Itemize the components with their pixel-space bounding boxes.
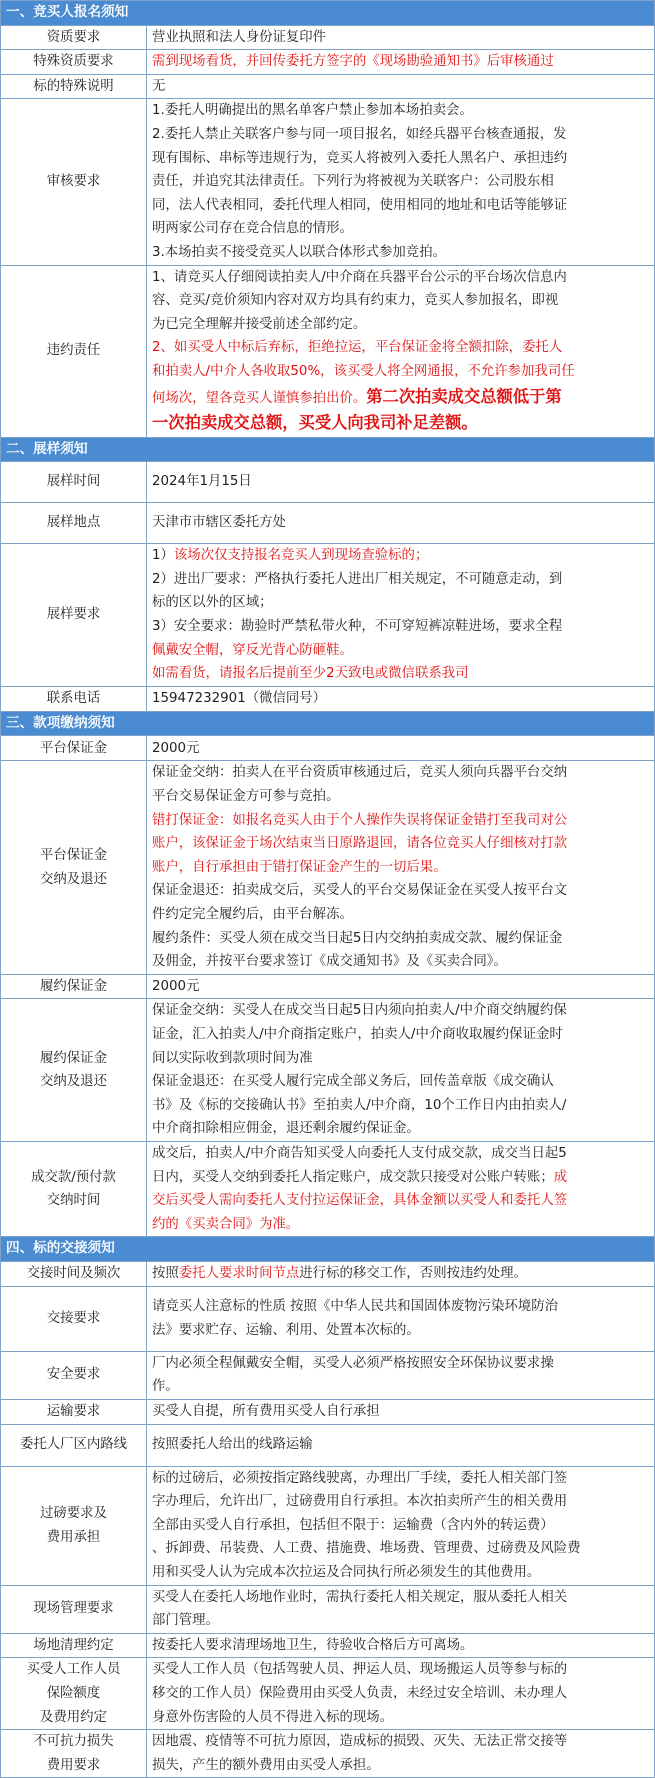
row-label-line: 费用承担	[46, 1529, 101, 1545]
content-line	[152, 1262, 649, 1286]
content-line	[152, 903, 649, 927]
row-label	[1, 74, 147, 99]
content-line	[152, 856, 649, 880]
content-line	[152, 266, 649, 290]
content-line	[152, 1586, 649, 1610]
text-segment: 保证金交纳：买受人在成交当日起5日内须向拍卖人/中介商交纳履约保	[152, 1003, 567, 1019]
content-line	[152, 123, 649, 147]
content-line	[152, 410, 649, 437]
content-line	[152, 170, 649, 194]
content-line	[152, 785, 649, 809]
row-label	[1, 1658, 147, 1730]
text-segment: 证金，汇入拍卖人/中介商指定账户，拍卖人/中介商收取履约保证金时	[152, 1026, 563, 1042]
row-label-line: 交接时间及频次	[26, 1265, 121, 1281]
text-segment: 同，法人代表相同，委托代理人相同，使用相同的地址和电话等能够证	[152, 197, 568, 213]
row-label	[1, 544, 147, 687]
text-segment: 身意外伤害险的人员不得进入标的现场。	[152, 1709, 394, 1725]
content-line	[152, 1433, 649, 1457]
row-label	[1, 265, 147, 437]
row-label-line: 不可抗力损失	[33, 1734, 114, 1750]
row-content	[147, 686, 655, 711]
text-segment: 2000元	[152, 740, 200, 756]
text-segment: 标的区以外的区域；	[152, 595, 273, 611]
content-line	[152, 1070, 649, 1094]
row-label	[1, 1466, 147, 1585]
row-content	[147, 1351, 655, 1399]
highlighted-text: 2、如买受人中标后弃标，拒绝拉运，平台保证金将全额扣除，委托人	[152, 340, 563, 356]
row-label-line: 委托人厂区内路线	[19, 1437, 128, 1453]
section-title: 一、竞买人报名须知	[1, 1, 655, 26]
text-segment: 按照委托人给出的线路运输	[152, 1437, 313, 1453]
content-line	[152, 1117, 649, 1141]
highlighted-text: 何场次，望各竞买人谨慎参拍出价。	[152, 390, 367, 406]
row-label	[1, 50, 147, 75]
content-line	[152, 1634, 649, 1658]
content-line	[152, 1561, 649, 1585]
text-segment: 为已完全理解并接受前述全部约定。	[152, 316, 367, 332]
content-line	[152, 217, 649, 241]
row-label	[1, 1730, 147, 1778]
text-segment: 移交的工作人员）保险费用由买受人负责，未经过安全培训、未办理人	[152, 1686, 568, 1702]
text-segment: 买受人在委托人场地作业时，需执行委托人相关规定，服从委托人相关	[152, 1589, 568, 1605]
row-label-line: 履约保证金	[40, 1050, 107, 1066]
row-label-line: 展样时间	[46, 474, 101, 490]
row-label	[1, 736, 147, 761]
text-segment: 营业执照和法人身份证复印件	[152, 29, 327, 45]
text-segment: 买受人工作人员（包括驾驶人员、押运人员、现场搬运人员等参与标的	[152, 1662, 568, 1678]
content-line	[152, 568, 649, 592]
table-row	[1, 1261, 655, 1286]
text-segment: 2.委托人禁止关联客户参与同一项目报名，如经兵器平台核查通报，发	[152, 126, 567, 142]
text-segment: 保证金交纳：拍卖人在平台资质审核通过后，竞买人须向兵器平台交纳	[152, 765, 568, 781]
row-label-line: 运输要求	[46, 1403, 101, 1419]
table-row	[1, 503, 655, 544]
text-segment: 按照	[152, 1265, 179, 1281]
row-label-line: 及费用约定	[40, 1709, 107, 1725]
content-line	[152, 470, 649, 494]
table-row	[1, 761, 655, 974]
highlighted-text: 第二次拍卖成交总额低于第	[366, 386, 562, 406]
table-row	[1, 1658, 655, 1730]
table-row	[1, 999, 655, 1142]
row-content	[147, 761, 655, 974]
row-label-line: 交纳时间	[46, 1193, 101, 1209]
text-segment: 天津市市辖区委托方处	[152, 515, 286, 531]
content-line	[152, 26, 649, 50]
content-line	[152, 1319, 649, 1343]
content-line	[152, 639, 649, 663]
text-segment: 无	[152, 78, 166, 94]
row-content	[147, 1633, 655, 1658]
text-segment: 2）进出厂要求：严格执行委托人进出厂相关规定，不可随意走动，到	[152, 571, 563, 587]
content-line	[152, 1047, 649, 1071]
row-content	[147, 1261, 655, 1286]
table-row	[1, 1399, 655, 1424]
text-segment: 字办理后，允许出厂，过磅费用自行承担。本次拍卖所产生的相关费用	[152, 1494, 568, 1510]
table-row	[1, 1466, 655, 1585]
table-row	[1, 686, 655, 711]
content-line	[152, 1514, 649, 1538]
content-line	[152, 832, 649, 856]
content-line	[152, 1400, 649, 1424]
content-line	[152, 1094, 649, 1118]
row-label	[1, 99, 147, 265]
row-label	[1, 1633, 147, 1658]
content-line	[152, 1213, 649, 1237]
row-content	[147, 1466, 655, 1585]
highlighted-text: 佩戴安全帽，穿反光背心防砸鞋。	[152, 642, 353, 658]
table-row	[1, 25, 655, 50]
content-line	[152, 615, 649, 639]
highlighted-text: 账户，该保证金于场次结束当日原路退回，请各位竞买人仔细核对打款	[152, 836, 568, 852]
table-row	[1, 1141, 655, 1236]
table-row	[1, 265, 655, 437]
text-segment: 1.委托人明确提出的黑名单客户禁止参加本场拍卖会。	[152, 103, 473, 119]
section-title: 三、款项缴纳须知	[1, 711, 655, 736]
text-segment: 及佣金，并按平台要求签订《成交通知书》及《买卖合同》。	[152, 954, 507, 970]
row-label	[1, 1399, 147, 1424]
highlighted-text: 如需看货，请报名后提前至少2天致电或微信联系我司	[152, 666, 469, 682]
row-label-line: 标的特殊说明	[33, 78, 114, 94]
row-content	[147, 1286, 655, 1351]
highlighted-text: 一次拍卖成交总额，买受人向我司补足差额。	[152, 413, 478, 433]
content-line	[152, 1142, 649, 1166]
text-segment: 现有围标、串标等违规行为，竞买人将被列入委托人黑名户、承担违约	[152, 150, 568, 166]
highlighted-text: 该场次仅支持报名竞买人到现场查验标的；	[173, 548, 429, 564]
text-segment: 3.本场拍卖不接受竞买人以联合体形式参加竞拍。	[152, 244, 446, 260]
table-row	[1, 1633, 655, 1658]
content-line	[152, 999, 649, 1023]
row-content	[147, 999, 655, 1142]
content-line	[152, 336, 649, 360]
row-label	[1, 1141, 147, 1236]
table-row	[1, 50, 655, 75]
content-line	[152, 879, 649, 903]
content-line	[152, 75, 649, 99]
text-segment: 按委托人要求清理场地卫生，待验收合格后方可离场。	[152, 1637, 474, 1653]
content-line	[152, 687, 649, 711]
row-label-line: 成交款/预付款	[31, 1169, 116, 1185]
text-segment: 1）	[152, 548, 174, 564]
content-line	[152, 1682, 649, 1706]
row-label	[1, 25, 147, 50]
text-segment: 买受人自提，所有费用买受人自行承担	[152, 1403, 380, 1419]
row-label	[1, 1585, 147, 1633]
section-header-row	[1, 1, 655, 26]
table-row	[1, 974, 655, 999]
highlighted-text: 账户，自行承担由于错打保证金产生的一切后果。	[152, 859, 447, 875]
row-content	[147, 462, 655, 503]
content-line	[152, 1189, 649, 1213]
section-title: 四、标的交接须知	[1, 1237, 655, 1262]
table-row	[1, 736, 655, 761]
content-line	[152, 975, 649, 999]
row-label-line: 买受人工作人员	[26, 1662, 121, 1678]
text-segment: 、拆卸费、吊装费、人工费、措施费、堆场费、管理费、过磅费及风险费	[152, 1541, 581, 1557]
row-label	[1, 686, 147, 711]
content-line	[152, 50, 649, 74]
content-line	[152, 1706, 649, 1730]
text-segment: 保证金退还：在买受人履行完成全部义务后，回传盖章版《成交确认	[152, 1074, 554, 1090]
content-line	[152, 1295, 649, 1319]
content-line	[152, 1023, 649, 1047]
row-label	[1, 1286, 147, 1351]
row-label	[1, 974, 147, 999]
row-label-line: 违约责任	[46, 343, 101, 359]
content-line	[152, 241, 649, 265]
text-segment: 容、竞买/竞价须知内容对双方均具有约束力，竞买人参加报名，即视	[152, 293, 559, 309]
row-label-line: 保险额度	[46, 1686, 101, 1702]
content-line	[152, 194, 649, 218]
text-segment: 标的过磅后，必须按指定路线驶离，办理出厂手续，委托人相关部门签	[152, 1470, 568, 1486]
content-line	[152, 1490, 649, 1514]
table-row	[1, 1286, 655, 1351]
row-label-line: 审核要求	[46, 174, 101, 190]
text-segment: 责任，并追究其法律责任。下列行为将被视为关联客户：公司股东相	[152, 174, 554, 190]
text-segment: 1、请竞买人仔细阅读拍卖人/中介商在兵器平台公示的平台场次信息内	[152, 269, 567, 285]
row-label-line: 场地清理约定	[33, 1637, 114, 1653]
row-content	[147, 1730, 655, 1778]
content-line	[152, 591, 649, 615]
row-content	[147, 1658, 655, 1730]
content-line	[152, 737, 649, 761]
row-content	[147, 544, 655, 687]
content-line	[152, 809, 649, 833]
text-segment: 平台交易保证金方可参与竞拍。	[152, 789, 340, 805]
text-segment: 书》及《标的交接确认书》至拍卖人/中介商，10个工作日内由拍卖人/	[152, 1097, 567, 1113]
content-line	[152, 761, 649, 785]
row-content	[147, 1141, 655, 1236]
section-header-row	[1, 437, 655, 462]
row-label	[1, 999, 147, 1142]
content-line	[152, 1754, 649, 1778]
highlighted-text: 成	[553, 1169, 568, 1185]
row-label-line: 展样要求	[46, 607, 101, 623]
text-segment: 进行标的移交工作，否则按违约处理。	[299, 1265, 527, 1281]
table-row	[1, 1424, 655, 1466]
row-label	[1, 1261, 147, 1286]
table-row	[1, 1351, 655, 1399]
content-line	[152, 1166, 649, 1190]
row-content	[147, 736, 655, 761]
content-line	[152, 360, 649, 384]
content-line	[152, 927, 649, 951]
content-line	[152, 1352, 649, 1376]
content-line	[152, 313, 649, 337]
table-row	[1, 1585, 655, 1633]
content-line	[152, 950, 649, 974]
row-content	[147, 1585, 655, 1633]
content-line	[152, 1730, 649, 1754]
row-label-line: 特殊资质要求	[33, 54, 114, 70]
content-line	[152, 544, 649, 568]
table-row	[1, 1730, 655, 1778]
row-content	[147, 99, 655, 265]
text-segment: 作。	[152, 1379, 179, 1395]
text-segment: 请竞买人注意标的性质 按照《中华人民共和国固体废物污染环境防治	[152, 1298, 558, 1314]
content-line	[152, 99, 649, 123]
text-segment: 因地震、疫情等不可抗力原因，造成标的损毁、灭失、无法正常交接等	[152, 1734, 568, 1750]
row-label-line: 交纳及退还	[40, 1074, 107, 1090]
table-row	[1, 462, 655, 503]
content-line	[152, 1537, 649, 1561]
content-line	[152, 1467, 649, 1491]
text-segment: 15947232901（微信同号）	[152, 691, 327, 707]
content-line	[152, 147, 649, 171]
text-segment: 法》要求贮存、运输、利用、处置本次标的。	[152, 1322, 420, 1338]
section-header-row	[1, 1237, 655, 1262]
row-label	[1, 1351, 147, 1399]
content-line	[152, 1375, 649, 1399]
row-label-line: 展样地点	[46, 515, 101, 531]
row-label	[1, 1424, 147, 1466]
highlighted-text: 和拍卖人/中介人各收取50%，该买受人将全网通报，不允许参加我司任	[152, 363, 575, 379]
row-label	[1, 761, 147, 974]
row-content	[147, 50, 655, 75]
content-line	[152, 1658, 649, 1682]
table-row	[1, 74, 655, 99]
row-label-line: 交接要求	[46, 1310, 101, 1326]
text-segment: 保证金退还：拍卖成交后，买受人的平台交易保证金在买受人按平台文	[152, 883, 568, 899]
row-label-line: 联系电话	[46, 691, 101, 707]
row-content	[147, 74, 655, 99]
content-line	[152, 662, 649, 686]
text-segment: 日内，买受人交纳到委托人指定账户，成交款只接受对公账户转账；	[152, 1169, 554, 1185]
row-label-line: 费用要求	[46, 1757, 101, 1773]
text-segment: 部门管理。	[152, 1613, 219, 1629]
text-segment: 间以实际收到款项时间为准	[152, 1050, 313, 1066]
text-segment: 明两家公司存在竞合信息的情形。	[152, 221, 353, 237]
row-label-line: 资质要求	[46, 29, 101, 45]
row-label-line: 履约保证金	[40, 978, 107, 994]
text-segment: 全部由买受人自行承担，包括但不限于：运输费（含内外的转运费）	[152, 1517, 554, 1533]
row-content	[147, 265, 655, 437]
highlighted-text: 需到现场看货，并回传委托方签字的《现场勘验通知书》后审核通过	[152, 54, 554, 70]
text-segment: 件约定完全履约后，由平台解冻。	[152, 907, 353, 922]
row-label	[1, 462, 147, 503]
row-label-line: 安全要求	[46, 1367, 101, 1383]
text-segment: 2000元	[152, 978, 200, 994]
text-segment: 厂内必须全程佩戴安全帽，买受人必须严格按照安全环保协议要求操	[152, 1355, 554, 1371]
row-content	[147, 25, 655, 50]
table-row	[1, 544, 655, 687]
text-segment: 用和买受人认为完成本次拉运及合同执行所必须发生的其他费用。	[152, 1565, 541, 1581]
highlighted-text: 错打保证金：如报名竞买人由于个人操作失误将保证金错打至我司对公	[152, 812, 568, 828]
highlighted-text: 约的《买卖合同》为准。	[152, 1216, 300, 1232]
row-content	[147, 503, 655, 544]
text-segment: 成交后，拍卖人/中介商告知买受人向委托人支付成交款，成交当日起5	[152, 1145, 567, 1161]
row-content	[147, 1399, 655, 1424]
highlighted-text: 委托人要求时间节点	[178, 1265, 300, 1281]
text-segment: 中介商扣除相应佣金，退还剩余履约保证金。	[152, 1121, 420, 1137]
row-content	[147, 974, 655, 999]
row-label-line: 现场管理要求	[33, 1601, 114, 1617]
row-label-line: 过磅要求及	[40, 1506, 107, 1522]
section-title: 二、展样须知	[1, 437, 655, 462]
content-line	[152, 384, 649, 411]
text-segment: 履约条件：买受人须在成交当日起5日内交纳拍卖成交款、履约保证金	[152, 930, 563, 946]
table-row	[1, 99, 655, 265]
content-line	[152, 511, 649, 535]
text-segment: 2024年1月15日	[152, 474, 252, 490]
text-segment: 损失，产生的额外费用由买受人承担。	[152, 1757, 380, 1773]
row-label-line: 平台保证金	[40, 740, 107, 756]
row-label	[1, 503, 147, 544]
content-line	[152, 289, 649, 313]
row-content	[147, 1424, 655, 1466]
section-header-row	[1, 711, 655, 736]
notice-table-body	[1, 1, 655, 1778]
text-segment: 3）安全要求：勘验时严禁私带火种，不可穿短裤凉鞋进场，要求全程	[152, 619, 563, 635]
highlighted-text: 交后买受人需向委托人支付拉运保证金，具体金额以买受人和委托人签	[152, 1193, 568, 1209]
row-label-line: 交纳及退还	[40, 871, 107, 887]
content-line	[152, 1609, 649, 1633]
row-label-line: 平台保证金	[40, 848, 107, 864]
